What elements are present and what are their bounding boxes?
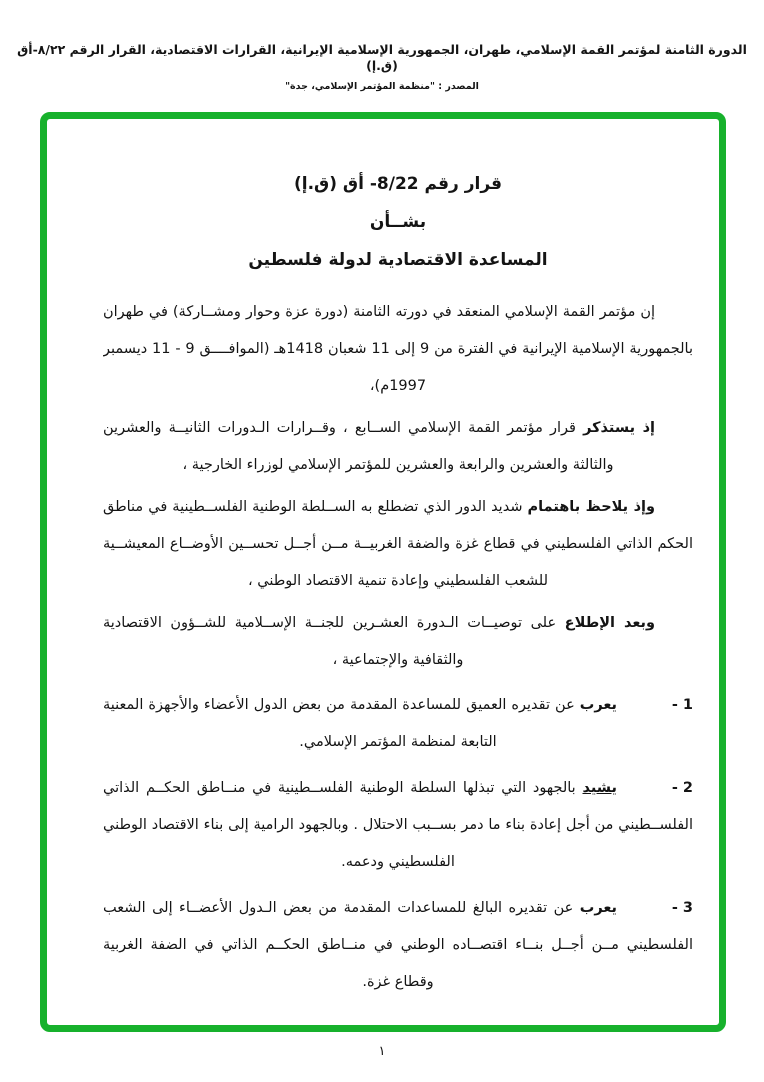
clause-number: 1 - xyxy=(671,697,693,713)
clause-lead: يشيد xyxy=(582,780,617,796)
source-header xyxy=(0,42,764,92)
clause-text: بالجهود التي تبذلها السلطة الوطنية الفلســطينية في منــاطق الحكــم الذاتي الفلســطيني من أجل إعادة بناء ما دمر بســبب الاحتلال . وبالجهود الرامية إلى بناء الاقتصاد الوطني الفلسطيني ودعمه. xyxy=(103,780,693,870)
document-content xyxy=(103,165,693,1021)
clause-lead: يعرب xyxy=(579,697,618,713)
paragraph-text: إن مؤتمر القمة الإسلامي المنعقد في دورته الثامنة (دورة عزة وحوار ومشــاركة) في طهران بالجمهورية الإسلامية الإيرانية في الفترة من 9 إلى 11 شعبان 1418هـ (الموافــــق 9 - 11 ديسمبر 1997م)، xyxy=(103,304,693,394)
source-header-line1: الدورة الثامنة لمؤتمر القمة الإسلامي، طهران، الجمهورية الإسلامية الإيرانية، القرارات الاقتصادية، القرار الرقم ٨/٢٢-أق (ق.إ) xyxy=(17,42,747,73)
noting-paragraph xyxy=(103,489,693,600)
clause-item xyxy=(103,770,693,881)
resolution-number-line: قرار رقم 8/22- أق (ق.إ) xyxy=(293,174,503,194)
paragraph-lead: إذ يستذكر xyxy=(583,420,656,436)
paragraph-text: قرار مؤتمر القمة الإسلامي الســابع ، وقــرارات الـدورات الثانيــة والعشرين والثالثة والعشرين والرابعة والعشرين للمؤتمر الإسلامي لوزراء الخارجية ، xyxy=(103,420,614,473)
numbered-clauses xyxy=(103,687,693,1001)
document-frame xyxy=(40,112,726,1032)
clause-text: عن تقديره العميق للمساعدة المقدمة من بعض الدول الأعضاء والأجهزة المعنية التابعة لمنظمة المؤتمر الإسلامي. xyxy=(103,697,575,750)
clause-number: 3 - xyxy=(671,900,693,916)
having-reviewed-paragraph xyxy=(103,605,693,679)
clause-item xyxy=(103,687,693,761)
clause-item xyxy=(103,890,693,1001)
clause-lead: يعرب xyxy=(579,900,617,916)
paragraph-lead: وإذ يلاحظ باهتمام xyxy=(527,499,656,515)
clause-text: عن تقديره البالغ للمساعدات المقدمة من بعض الـدول الأعضــاء إلى الشعب الفلسطيني مــن أجــل بنــاء اقتصــاده الوطني في منــاطق الحكــم الذاتي في الضفة الغربية وقطاع غزة. xyxy=(103,900,693,990)
page-number: ١ xyxy=(378,1044,386,1059)
title-subject-line: المساعدة الاقتصادية لدولة فلسطين xyxy=(248,250,548,270)
title-regarding-line: بشــأن xyxy=(369,212,427,232)
paragraph-text: شديد الدور الذي تضطلع به الســلطة الوطنية الفلســطينية في مناطق الحكم الذاتي الفلسطيني في قطاع غزة والضفة الغربيــة مــن أجــل تحســين الأوضــاع المعيشــية للشعب الفلسطيني وإعادة تنمية الاقتصاد الوطني ، xyxy=(103,499,693,589)
recalling-paragraph xyxy=(103,410,693,484)
clause-number: 2 - xyxy=(671,780,693,796)
document-title xyxy=(103,165,693,279)
preamble-paragraph xyxy=(103,294,693,405)
paragraph-lead: وبعد الإطلاع xyxy=(564,615,656,631)
paragraph-text: على توصيــات الـدورة العشـرين للجنــة الإســلامية للشــؤون الاقتصادية والثقافية والإجتماعية ، xyxy=(103,615,557,668)
source-header-line2: المصدر : "منظمة المؤتمر الإسلامي، جدة" xyxy=(285,81,479,92)
